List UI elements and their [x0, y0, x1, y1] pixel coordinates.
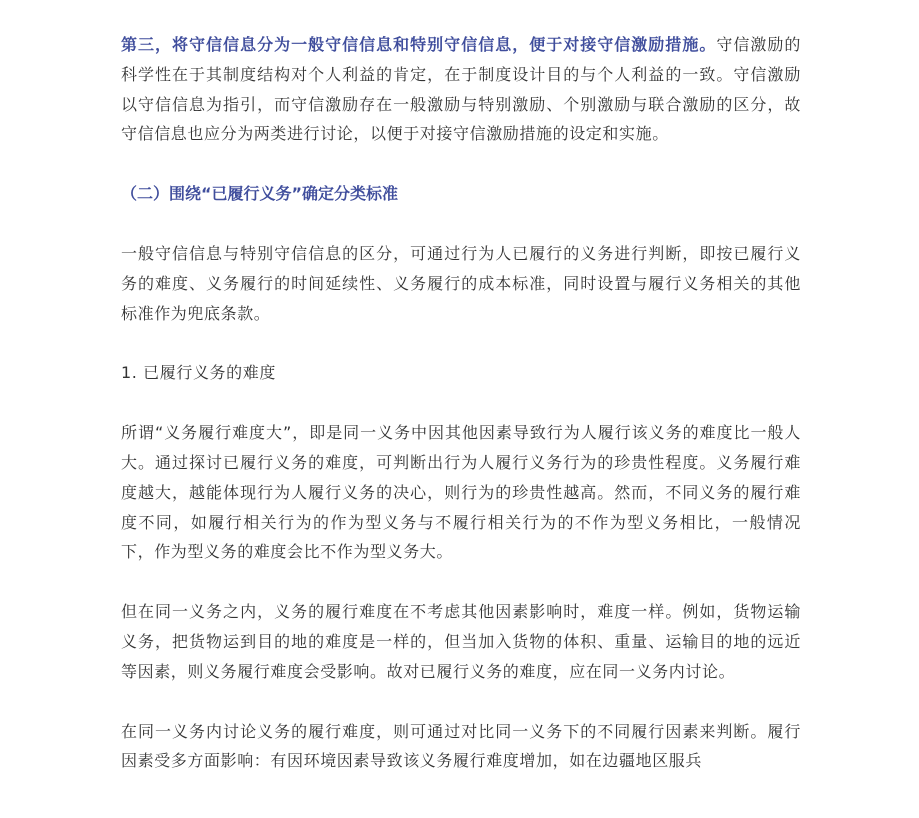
paragraph-third-point [121, 30, 801, 149]
subheading-difficulty: 1. 已履行义务的难度 [121, 363, 276, 383]
paragraph-difficulty-definition: 所谓“义务履行难度大”，即是同一义务中因其他因素导致行为人履行该义务的难度比一般人大。通过探讨已履行义务的难度，可判断出行为人履行义务行为的珍贵性程度。义务履行难度越大，越能体现行为人履行义务的决心，则行为的珍贵性越高。然而，不同义务的履行难度不同，如履行相关行为的作为型义务与不履行相关行为的不作为型义务相比，一般情况下，作为型义务的难度会比不作为型义务大。 [121, 423, 801, 562]
paragraph-performance-factors: 在同一义务内讨论义务的履行难度，则可通过对比同一义务下的不同履行因素来判断。履行因素受多方面影响：有因环境因素导致该义务履行难度增加，如在边疆地区服兵 [121, 721, 801, 771]
paragraph-same-obligation: 但在同一义务之内，义务的履行难度在不考虑其他因素影响时，难度一样。例如，货物运输义务，把货物运到目的地的难度是一样的，但当加入货物的体积、重量、运输目的地的远近等因素，则义务履行难度会受影响。故对已履行义务的难度，应在同一义务内讨论。 [121, 602, 801, 681]
paragraph-text: 守信激励的科学性在于其制度结构对个人利益的肯定，在于制度设计目的与个人利益的一致。守信激励以守信信息为指引，而守信激励存在一般激励与特别激励、个别激励与联合激励的区分，故守信信息也应分为两类进行讨论，以便于对接守信激励措施的设定和实施。 [121, 35, 801, 144]
paragraph-lead-sentence: 第三，将守信信息分为一般守信信息和特别守信信息，便于对接守信激励措施。 [121, 35, 717, 54]
section-heading-classification: （二）围绕“已履行义务”确定分类标准 [121, 184, 399, 204]
article-body [121, 30, 801, 776]
paragraph-classification: 一般守信信息与特别守信信息的区分，可通过行为人已履行的义务进行判断，即按已履行义务的难度、义务履行的时间延续性、义务履行的成本标准，同时设置与履行义务相关的其他标准作为兜底条款。 [121, 243, 801, 323]
